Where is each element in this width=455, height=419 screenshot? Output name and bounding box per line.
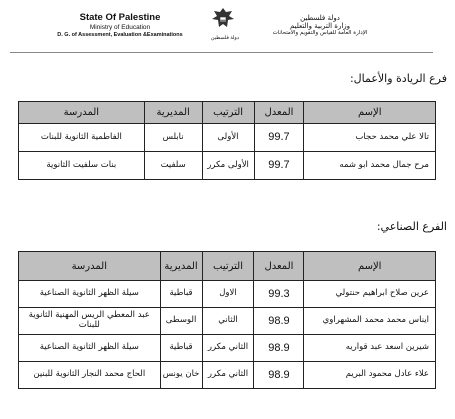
student-rank: الثاني — [202, 308, 254, 335]
student-school: الحاج محمد النجار الثانوية للبنين — [19, 362, 161, 389]
student-name: ايناس محمد محمد المشهراوي — [304, 308, 436, 335]
student-school: سيلة الظهر الثانوية الصناعية — [19, 335, 161, 362]
student-name: تالا علي محمد حجاب — [304, 124, 436, 152]
header-name: الإسم — [304, 252, 436, 281]
student-school: بنات سلفيت الثانوية — [19, 152, 145, 180]
header-name: الإسم — [304, 102, 436, 124]
student-rank: الأولى مكرر — [202, 152, 254, 180]
student-directorate: سلفيت — [144, 152, 202, 180]
student-directorate: قباطية — [160, 281, 202, 308]
student-rank: الأولى — [202, 124, 254, 152]
palestine-eagle-emblem-icon — [210, 6, 236, 32]
table-row — [19, 152, 436, 180]
header-divider — [10, 52, 433, 53]
student-average: 98.9 — [254, 362, 304, 389]
header-directorate: المديرية — [160, 252, 202, 281]
table-row — [19, 362, 436, 389]
student-name: عرين صلاح ابراهيم حنتولي — [304, 281, 436, 308]
section-title-entrepreneurship: فرع الريادة والأعمال: — [349, 72, 447, 85]
student-directorate: خان يونس — [160, 362, 202, 389]
table-row — [19, 308, 436, 335]
student-rank: الثاني مكرر — [202, 335, 254, 362]
ministry-name-en: Ministry of Education — [89, 24, 151, 31]
department-name-ar: الإدارة العامة للقياس والتقويم والامتحانات — [272, 30, 368, 36]
student-directorate: قباطية — [160, 335, 202, 362]
table-header-row — [19, 252, 436, 281]
header-school: المدرسة — [19, 252, 161, 281]
student-name: شيرين اسعد عبد قواريه — [304, 335, 436, 362]
state-name-en: State Of Palestine — [79, 12, 161, 23]
student-school: عبد المعطي الريس المهنية الثانوية للبنات — [19, 308, 161, 335]
header-rank: الترتيب — [202, 252, 254, 281]
letterhead — [0, 0, 455, 62]
student-directorate: نابلس — [144, 124, 202, 152]
student-average: 99.7 — [254, 124, 304, 152]
header-average: المعدل — [254, 252, 304, 281]
student-average: 98.9 — [254, 335, 304, 362]
table-row — [19, 335, 436, 362]
student-rank: الثاني مكرر — [202, 362, 254, 389]
header-school: المدرسة — [19, 102, 145, 124]
letterhead-arabic — [245, 14, 395, 36]
student-average: 98.9 — [254, 308, 304, 335]
table-row — [19, 124, 436, 152]
student-school: سيلة الظهر الثانوية الصناعية — [19, 281, 161, 308]
letterhead-english — [40, 12, 200, 38]
emblem-caption: دولة فلسطين — [210, 35, 240, 41]
student-name: مرح جمال محمد ابو شمه — [304, 152, 436, 180]
student-school: الفاطمية الثانوية للبنات — [19, 124, 145, 152]
department-name-en: D. G. of Assessment, Evaluation &Examinations — [57, 32, 183, 38]
state-name-ar: دولة فلسطين — [300, 14, 340, 22]
table-header-row — [19, 102, 436, 124]
student-rank: الاول — [202, 281, 254, 308]
header-rank: الترتيب — [202, 102, 254, 124]
student-average: 99.3 — [254, 281, 304, 308]
student-average: 99.7 — [254, 152, 304, 180]
student-name: علاء عادل محمود البريم — [304, 362, 436, 389]
student-directorate: الوسطى — [160, 308, 202, 335]
section-title-industrial: الفرع الصناعي: — [376, 220, 447, 233]
header-average: المعدل — [254, 102, 304, 124]
industrial-results-table — [18, 251, 436, 389]
ministry-name-ar: وزارة التربية والتعليم — [289, 22, 351, 30]
table-row — [19, 281, 436, 308]
header-directorate: المديرية — [144, 102, 202, 124]
entrepreneurship-results-table — [18, 101, 436, 180]
